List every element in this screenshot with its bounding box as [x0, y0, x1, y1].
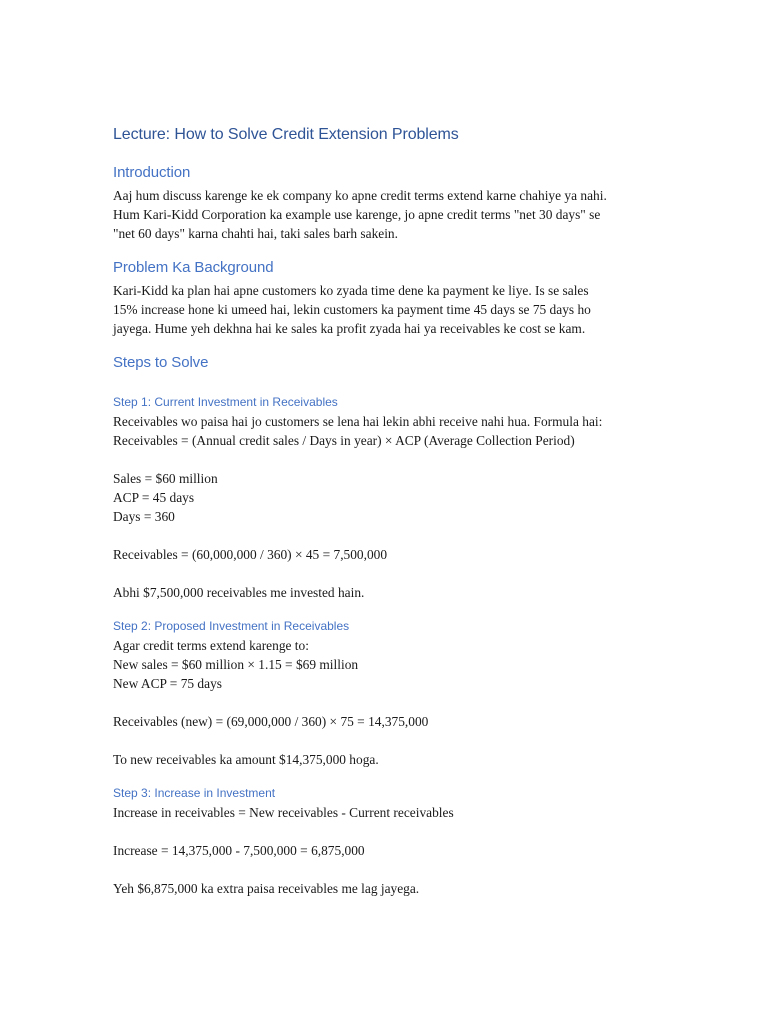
step1-line-1: Receivables wo paisa hai jo customers se lena hai lekin abhi receive nahi hua. Formula hai:: [113, 414, 603, 429]
background-line-3: jayega. Hume yeh dekhna hai ke sales ka profit zyada hai ya receivables ke cost se kam.: [113, 321, 586, 336]
intro-line-1: Aaj hum discuss karenge ke ek company ko apne credit terms extend karne chahiye ya nahi.: [113, 188, 607, 203]
step2-conclusion: To new receivables ka amount $14,375,000 hoga.: [113, 752, 379, 767]
steps-heading: Steps to Solve: [113, 354, 209, 371]
step2-heading: Step 2: Proposed Investment in Receivables: [113, 619, 350, 633]
background-line-2: 15% increase hone ki umeed hai, lekin customers ka payment time 45 days se 75 days ho: [113, 302, 591, 317]
intro-line-2: Hum Kari-Kidd Corporation ka example use karenge, jo apne credit terms "net 30 days" se: [113, 207, 601, 222]
background-line-1: Kari-Kidd ka plan hai apne customers ko zyada time dene ka payment ke liye. Is se sales: [113, 283, 589, 298]
step1-value-days: Days = 360: [113, 509, 175, 524]
step1-conclusion: Abhi $7,500,000 receivables me invested hain.: [113, 585, 365, 600]
document-title: Lecture: How to Solve Credit Extension Problems: [113, 126, 459, 143]
step2-line-3: New ACP = 75 days: [113, 676, 222, 691]
step1-heading: Step 1: Current Investment in Receivables: [113, 395, 338, 409]
background-heading: Problem Ka Background: [113, 259, 274, 276]
step2-line-1: Agar credit terms extend karenge to:: [113, 638, 309, 653]
step3-formula: Increase in receivables = New receivables - Current receivables: [113, 805, 454, 820]
step1-calculation: Receivables = (60,000,000 / 360) × 45 = 7,500,000: [113, 547, 388, 562]
step1-value-acp: ACP = 45 days: [113, 490, 195, 505]
step1-value-sales: Sales = $60 million: [113, 471, 218, 486]
step3-conclusion: Yeh $6,875,000 ka extra paisa receivables me lag jayega.: [113, 881, 420, 896]
step2-calculation: Receivables (new) = (69,000,000 / 360) × 75 = 14,375,000: [113, 714, 429, 729]
intro-heading: Introduction: [113, 164, 191, 181]
intro-line-3: "net 60 days" karna chahti hai, taki sales barh sakein.: [113, 226, 398, 241]
step2-line-2: New sales = $60 million × 1.15 = $69 million: [113, 657, 359, 672]
step3-calculation: Increase = 14,375,000 - 7,500,000 = 6,875,000: [113, 843, 365, 858]
step3-heading: Step 3: Increase in Investment: [113, 786, 276, 800]
document-page: [113, 124, 673, 898]
step1-line-2: Receivables = (Annual credit sales / Days in year) × ACP (Average Collection Period): [113, 433, 575, 448]
